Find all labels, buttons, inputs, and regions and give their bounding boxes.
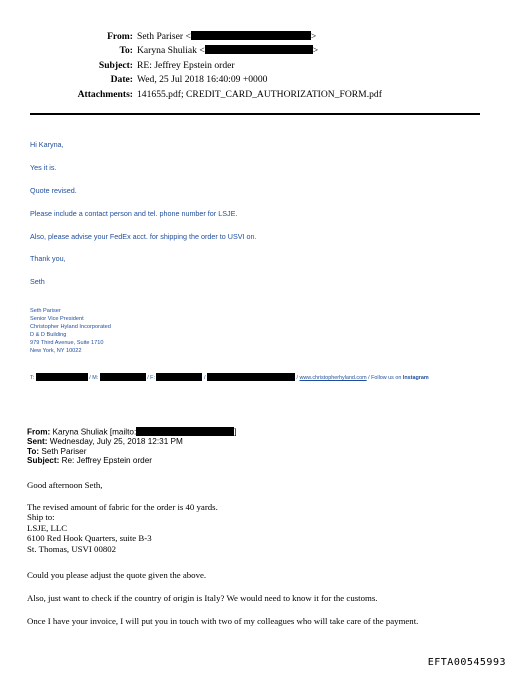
ship-to-line: 6100 Red Hook Quarters, suite B-3 [27, 533, 152, 544]
quoted-subject-value: Re: Jeffrey Epstein order [61, 456, 153, 466]
redaction-block [136, 427, 237, 437]
email-header [0, 30, 512, 102]
quoted-from-end: ] [234, 427, 237, 437]
subject-label: Subject: [98, 59, 133, 71]
follow-text: / Follow us on [368, 375, 402, 381]
signature-title: Senior Vice President [30, 316, 84, 322]
redaction-block [207, 373, 295, 381]
signature-address: 979 Third Avenue, Suite 1710 [30, 340, 104, 346]
quoted-header [27, 427, 237, 466]
quoted-paragraph: Could you please adjust the quote given the above. [27, 570, 207, 580]
quoted-from-row [27, 427, 237, 437]
redaction-block [100, 373, 146, 381]
header-divider [30, 113, 480, 115]
reply-closing: Thank you, [30, 254, 66, 263]
date-value: Wed, 25 Jul 2018 16:40:09 +0000 [137, 74, 268, 86]
signature-block [30, 307, 111, 355]
to-value: Karyna Shuliak < > [137, 45, 319, 57]
quoted-sent-row [27, 437, 237, 447]
quoted-subject-label: Subject: [27, 456, 60, 466]
header-date-row [0, 73, 512, 87]
quoted-paragraph: Once I have your invoice, I will put you in touch with two of my colleagues who will take care of the payment. [27, 616, 419, 626]
reply-line: Quote revised. [30, 186, 77, 195]
quoted-sent-label: Sent: [27, 437, 48, 447]
quoted-paragraph: The revised amount of fabric for the order is 40 yards. [27, 502, 218, 512]
to-label: To: [119, 45, 133, 57]
ship-to-line: LSJE, LLC [27, 522, 68, 533]
contact-separator: / [296, 375, 298, 381]
signature-building: D & D Building [30, 332, 67, 338]
from-value: Seth Pariser < > [137, 31, 317, 42]
website-link[interactable]: www.christopherhyland.com [299, 375, 367, 381]
reply-line: Yes it is. [30, 163, 57, 172]
header-attachments-row [0, 88, 512, 102]
contact-f-label: / F: [147, 375, 155, 381]
redaction-block [205, 45, 313, 54]
redaction-block [36, 373, 88, 381]
quoted-paragraph: Also, just want to check if the country of origin is Italy? We would need to know it for the customs. [27, 593, 378, 603]
attachments-value[interactable]: 141655.pdf; CREDIT_CARD_AUTHORIZATION_FORM.pdf [137, 88, 382, 100]
signature-company: Christopher Hyland Incorporated [30, 324, 111, 330]
quoted-from-label: From: [27, 427, 51, 437]
subject-value: RE: Jeffrey Epstein order [137, 59, 235, 71]
document-id: EFTA00545993 [427, 657, 506, 668]
reply-name: Seth [30, 277, 45, 286]
header-to-row [0, 44, 512, 58]
quoted-sent-value: Wednesday, July 25, 2018 12:31 PM [49, 437, 183, 447]
ship-to-line: St. Thomas, USVI 00802 [27, 543, 117, 554]
quoted-to-label: To: [27, 446, 40, 456]
quoted-from-value: Karyna Shuliak [mailto: [52, 427, 137, 437]
attachments-label: Attachments: [77, 88, 133, 100]
reply-greeting: Hi Karyna, [30, 140, 64, 149]
date-label: Date: [110, 74, 133, 86]
signature-city: New York, NY 10022 [30, 348, 82, 354]
contact-line [30, 373, 429, 381]
redaction-block [191, 31, 311, 40]
contact-separator: / [203, 375, 206, 381]
header-subject-row [0, 59, 512, 73]
quoted-to-row [27, 447, 237, 457]
quoted-to-value: Seth Pariser [41, 446, 87, 456]
redaction-block [156, 373, 202, 381]
instagram-link[interactable]: Instagram [402, 375, 429, 381]
reply-line: Please include a contact person and tel. phone number for LSJE. [30, 209, 238, 218]
ship-to-label: Ship to: [27, 512, 55, 523]
quoted-greeting: Good afternoon Seth, [27, 480, 103, 490]
signature-name: Seth Pariser [30, 308, 61, 314]
quoted-subject-row [27, 456, 237, 466]
header-from-row [0, 30, 512, 44]
contact-t-label: T: [30, 375, 35, 381]
contact-m-label: / M: [89, 375, 99, 381]
reply-line: Also, please advise your FedEx acct. for shipping the order to USVI on. [30, 232, 257, 241]
from-label: From: [107, 31, 133, 42]
